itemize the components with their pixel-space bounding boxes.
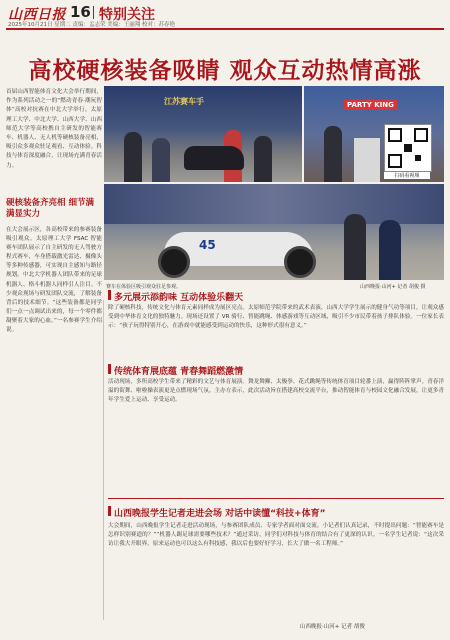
section-title-tradition: 传统体育展底蕴 青春舞蹈燃激情 <box>114 367 244 377</box>
qr-code[interactable] <box>384 124 432 172</box>
masthead <box>0 0 450 28</box>
photo-person <box>324 126 342 182</box>
edition-meta: 2025年10月21日 星期二 责编：孟志荣 美编：王丽翔 校对：苏春艳 <box>8 22 175 28</box>
photo-person <box>254 136 272 182</box>
article-column-left: 在大会展示区，各高校带来的参赛装备吸引观众。太原理工大学 FSAC 智能赛车团队展示了自主研发的无人驾驶方程式赛车，车身搭载激光雷达、摄像头等多种传感器，可实现自主感知与路径规划。中北大学机器人团队带来的足球机器人、格斗机器人同样引人注目。不少观众现场与研发团队交流，了解装备背后的技术细节。“这些装备都是同学们一点一点调试出来的，每一个零件都凝聚着大家的心血。”一名参赛学生介绍说。 <box>6 227 102 334</box>
article-section-interactive: 除了硬核科技，传统文化与体育元素同样成为展区亮点。太原师范学院带来的武术表演、山西大学学生展示的健身气功等项目，让观众感受到中华体育文化的独特魅力。现场还设置了 VR 骑行、智能跳绳、体感游戏等互动区域，吸引不少市民带着孩子排队体验。一位家长表示：“孩子玩得特别开心，在游戏中就能感受到运动的快乐，这种形式很有意义。” <box>108 305 444 330</box>
qr-caption: 扫码看视频 <box>384 172 430 179</box>
photo-formula-car <box>104 184 444 280</box>
photo-person <box>124 132 142 182</box>
lead-paragraph: 首届山西智能体育文化大会举行期间，作为系列活动之一的“燃动青春·潮玩智体”高校对抗赛在中北大学举行。太原理工大学、中北大学、山西大学、山西师范大学等高校携自主研发的智能赛车、机器人、无人机等硬核装备亮相，吸引众多观众驻足观看、互动体验。科技与体育深度融合，让现场充满青春活力。 <box>6 89 102 169</box>
photo-sign-text: PARTY KING <box>344 100 397 110</box>
masthead-divider <box>93 6 94 19</box>
photo-caption: 赛车在体验区吸引观众驻足参观。 <box>106 284 182 290</box>
qr-finder <box>414 128 428 142</box>
photo-background-wall <box>104 184 444 224</box>
photo-person <box>344 214 366 280</box>
section-marker <box>108 290 111 300</box>
photo-person <box>379 220 401 280</box>
photo-credit: 山西晚报·山河+ 记者 胡俊 摄 <box>360 284 426 290</box>
article-section-tradition: 活动现场，多所高校学生带来了精彩的文艺与体育展演。舞龙舞狮、太极拳、花式跳绳等传统体育项目轮番上演，赢得阵阵掌声。青春洋溢的街舞、啦啦操表演更是点燃现场气氛。主办方表示，此次活动旨在搭建高校交流平台，推动智能体育与校园文化融合发展，让更多青年学生爱上运动、享受运动。 <box>108 379 444 404</box>
footer-byline: 山西晚报·山河+ 记者 胡俊 <box>300 624 365 630</box>
qr-finder <box>388 128 402 142</box>
section-rule <box>108 498 444 499</box>
section-title: 特别关注 <box>99 7 155 23</box>
qr-module <box>415 155 421 161</box>
section-marker <box>108 364 111 374</box>
section-title-student-reporters: 山西晚报学生记者走进会场 对话中读懂“科技+体育” <box>114 509 326 519</box>
photo-exhibition-hall <box>104 86 302 182</box>
photo-person <box>152 138 170 182</box>
photo-display-stand <box>354 138 380 182</box>
section-title-interactive: 多元展示添韵味 互动体验乐翻天 <box>114 293 244 303</box>
masthead-rule <box>6 28 444 30</box>
newspaper-logo: 山西日报 <box>8 7 66 23</box>
page-number: 16 <box>70 3 91 21</box>
headline: 高校硬核装备吸睛 观众互动热情高涨 <box>28 58 422 84</box>
qr-module <box>404 144 412 152</box>
racecar-wheel <box>158 246 190 278</box>
racecar-wheel <box>284 246 316 278</box>
qr-finder <box>388 154 402 168</box>
photo-racecar <box>184 146 244 170</box>
photo-banner-text: 江苏赛车手 <box>164 97 204 106</box>
section-marker <box>108 506 111 516</box>
column-divider <box>103 300 104 620</box>
racecar-number: 45 <box>199 238 216 252</box>
subhead-hardcore-gear: 硬核装备齐亮相 细节满满显实力 <box>6 198 94 219</box>
article-section-student-reporters: 大会期间，山西晚报学生记者走进活动现场，与参赛团队成员、专家学者面对面交流。小记者们认真记录，不时提出问题：“智能赛车是怎样识别赛道的？”“机器人踢足球需要哪些技术？”通过采访，同学们对科技与体育的结合有了更深的认识。一名学生记者说：“这次采访让我大开眼界，原来运动也可以这么有科技感，我以后也要好好学习，长大了做一名工程师。” <box>108 523 444 548</box>
